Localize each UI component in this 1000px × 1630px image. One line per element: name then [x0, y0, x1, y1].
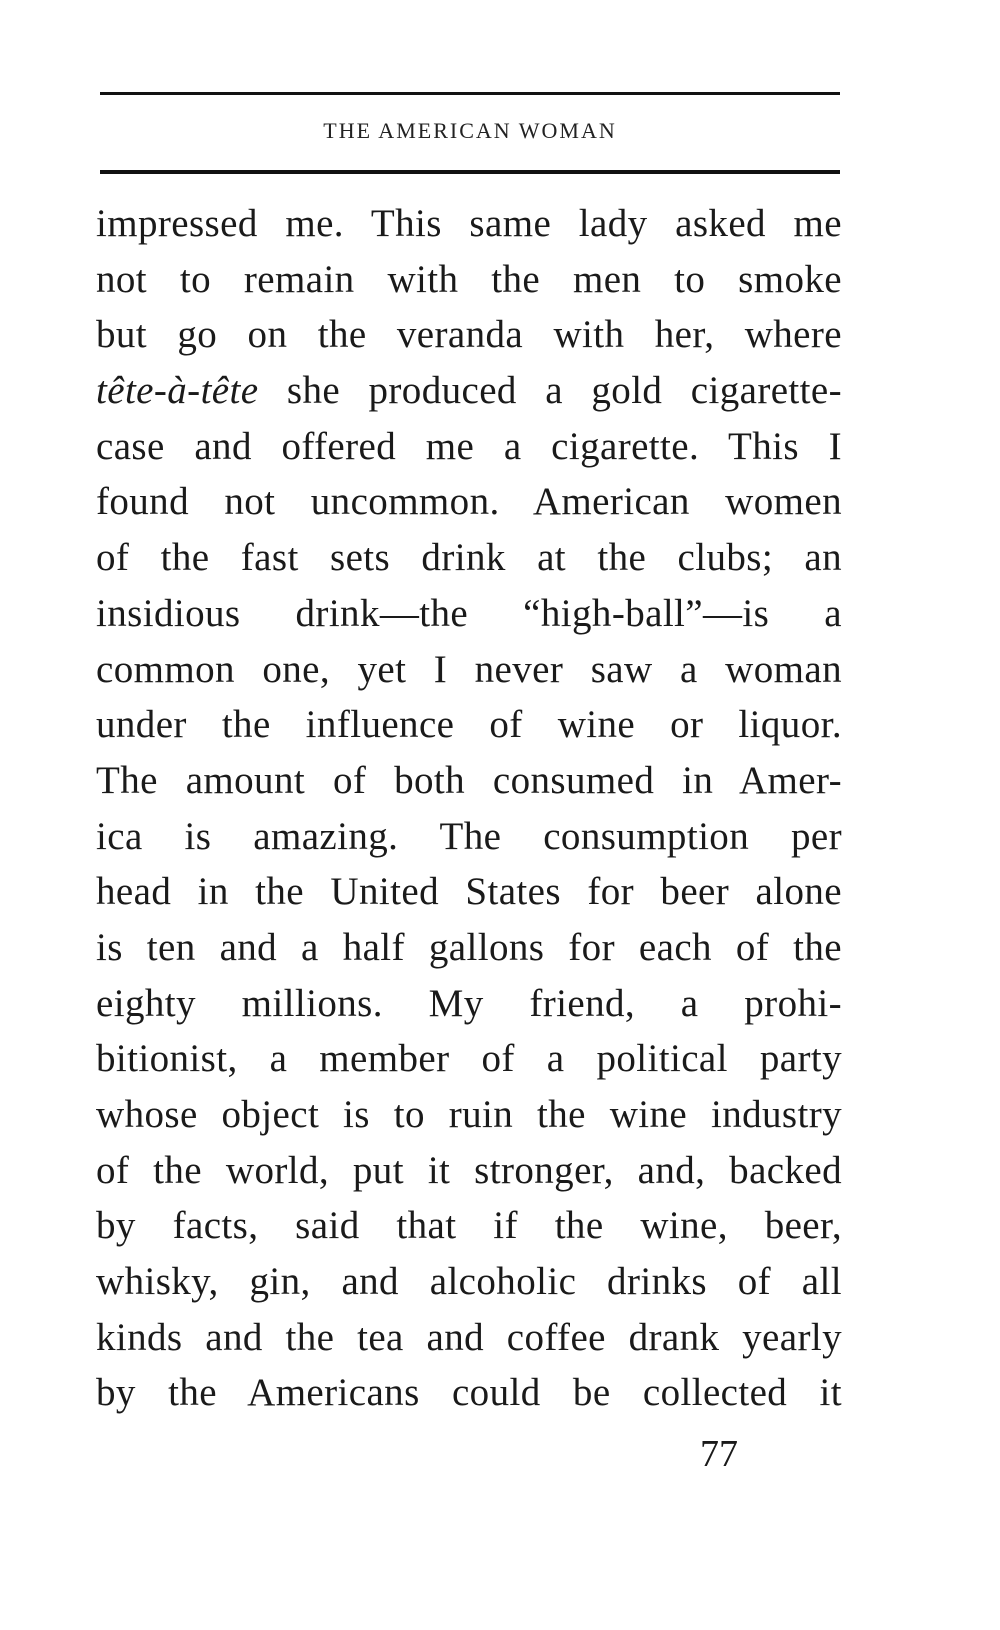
page-number: 77	[700, 1433, 738, 1475]
text-line: under the influence of wine or liquor.	[96, 703, 842, 747]
text-line: insidious drink—the “high-ball”—is a	[96, 591, 842, 635]
text-line: of the fast sets drink at the clubs; an	[96, 536, 842, 580]
text-line: common one, yet I never saw a woman	[96, 647, 842, 691]
header-bottom-rule	[100, 170, 840, 174]
running-head: THE AMERICAN WOMAN	[323, 118, 617, 143]
text-line: is ten and a half gallons for each of the	[96, 925, 842, 969]
text-line: case and offered me a cigarette. This I	[96, 424, 842, 468]
text-line: eighty millions. My friend, a prohi-	[96, 981, 842, 1025]
italic-phrase: tête-à-tête	[96, 369, 259, 413]
text-line: The amount of both consumed in Amer-	[96, 758, 842, 802]
text-line: bitionist, a member of a political party	[96, 1037, 842, 1081]
text-line: but go on the veranda with her, where	[96, 313, 842, 357]
text-line-rest: she produced a gold cigarette-	[258, 369, 842, 413]
text-line: not to remain with the men to smoke	[96, 257, 842, 301]
text-line: ica is amazing. The consumption per	[96, 814, 842, 858]
text-line: whisky, gin, and alcoholic drinks of all	[96, 1260, 842, 1304]
text-line: by the Americans could be collected it	[96, 1371, 842, 1415]
text-line: impressed me. This same lady asked me	[96, 202, 842, 245]
text-line: of the world, put it stronger, and, backed	[96, 1148, 842, 1192]
body-text	[96, 196, 842, 1421]
text-line: by facts, said that if the wine, beer,	[96, 1204, 842, 1248]
text-line: found not uncommon. American women	[96, 480, 842, 524]
header-top-rule	[100, 92, 840, 95]
text-line: kinds and the tea and coffee drank yearly	[96, 1315, 842, 1359]
text-line: head in the United States for beer alone	[96, 870, 842, 914]
text-line	[96, 363, 842, 419]
text-line: whose object is to ruin the wine industry	[96, 1093, 842, 1136]
